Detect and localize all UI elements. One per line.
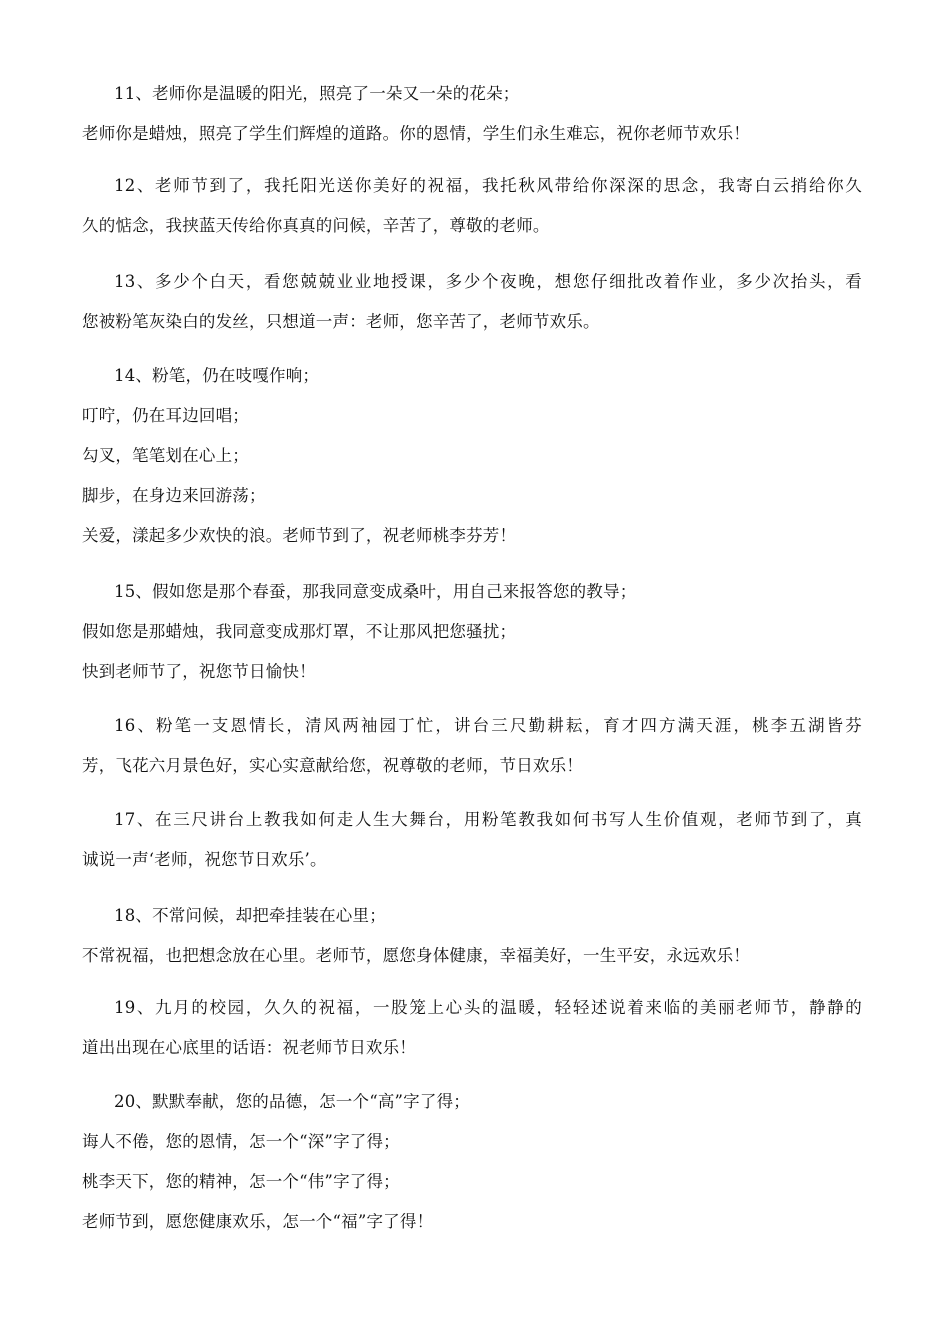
paragraph-20 [82, 1082, 862, 1242]
paragraph-line: 道出出现在心底里的话语：祝老师节日欢乐！ [82, 1038, 416, 1057]
paragraph-line: 老师你是蜡烛，照亮了学生们辉煌的道路。你的恩情，学生们永生难忘，祝你老师节欢乐！ [82, 124, 750, 143]
paragraph-line: 11、老师你是温暖的阳光，照亮了一朵又一朵的花朵； [114, 84, 520, 103]
paragraph-line: 16、粉笔一支恩情长，清风两袖园丁忙，讲台三尺勤耕耘，育才四方满天涯，桃李五湖皆芬 [114, 716, 862, 735]
paragraph-line: 14、粉笔，仍在吱嘎作响； [114, 366, 320, 385]
paragraph-line: 勾叉，笔笔划在心上； [82, 446, 249, 465]
paragraph-line: 您被粉笔灰染白的发丝，只想道一声：老师，您辛苦了，老师节欢乐。 [82, 312, 600, 331]
paragraph-14 [82, 356, 862, 556]
paragraph-line: 假如您是那蜡烛，我同意变成那灯罩，不让那风把您骚扰； [82, 622, 517, 641]
paragraph-13 [82, 262, 862, 342]
paragraph-line: 久的惦念，我挟蓝天传给你真真的问候，辛苦了，尊敬的老师。 [82, 216, 550, 235]
paragraph-19 [82, 988, 862, 1068]
paragraph-line: 18、不常问候，却把牵挂装在心里； [114, 906, 386, 925]
paragraph-line: 20、默默奉献，您的品德，怎一个“高”字了得； [114, 1092, 470, 1111]
paragraph-line: 17、在三尺讲台上教我如何走人生大舞台，用粉笔教我如何书写人生价值观，老师节到了，真 [114, 810, 862, 829]
paragraph-line: 关爱，漾起多少欢快的浪。老师节到了，祝老师桃李芬芳！ [82, 526, 517, 545]
paragraph-line: 芳，飞花六月景色好，实心实意献给您，祝尊敬的老师，节日欢乐！ [82, 756, 583, 775]
paragraph-line: 13、多少个白天，看您兢兢业业地授课，多少个夜晚，想您仔细批改着作业，多少次抬头，看 [114, 272, 862, 291]
paragraph-line: 快到老师节了，祝您节日愉快！ [82, 662, 316, 681]
paragraph-line: 不常祝福，也把想念放在心里。老师节，愿您身体健康，幸福美好，一生平安，永远欢乐！ [82, 946, 750, 965]
paragraph-12 [82, 166, 862, 246]
paragraph-15 [82, 572, 862, 692]
paragraph-line: 诚说一声‘老师，祝您节日欢乐’。 [82, 850, 327, 869]
paragraph-line: 叮咛，仍在耳边回唱； [82, 406, 249, 425]
paragraph-16 [82, 706, 862, 786]
paragraph-line: 诲人不倦，您的恩情，怎一个“深”字了得； [82, 1132, 400, 1151]
paragraph-line: 15、假如您是那个春蚕，那我同意变成桑叶，用自己来报答您的教导； [114, 582, 637, 601]
paragraph-line: 12、老师节到了，我托阳光送你美好的祝福，我托秋风带给你深深的思念，我寄白云捎给你久 [114, 176, 862, 195]
paragraph-line: 老师节到，愿您健康欢乐，怎一个“福”字了得！ [82, 1212, 434, 1231]
paragraph-line: 19、九月的校园，久久的祝福，一股笼上心头的温暖，轻轻述说着来临的美丽老师节，静静的 [114, 998, 862, 1017]
paragraph-line: 桃李天下，您的精神，怎一个“伟”字了得； [82, 1172, 400, 1191]
paragraph-17 [82, 800, 862, 880]
paragraph-11 [82, 74, 862, 154]
paragraph-18 [82, 896, 862, 976]
paragraph-line: 脚步，在身边来回游荡； [82, 486, 266, 505]
